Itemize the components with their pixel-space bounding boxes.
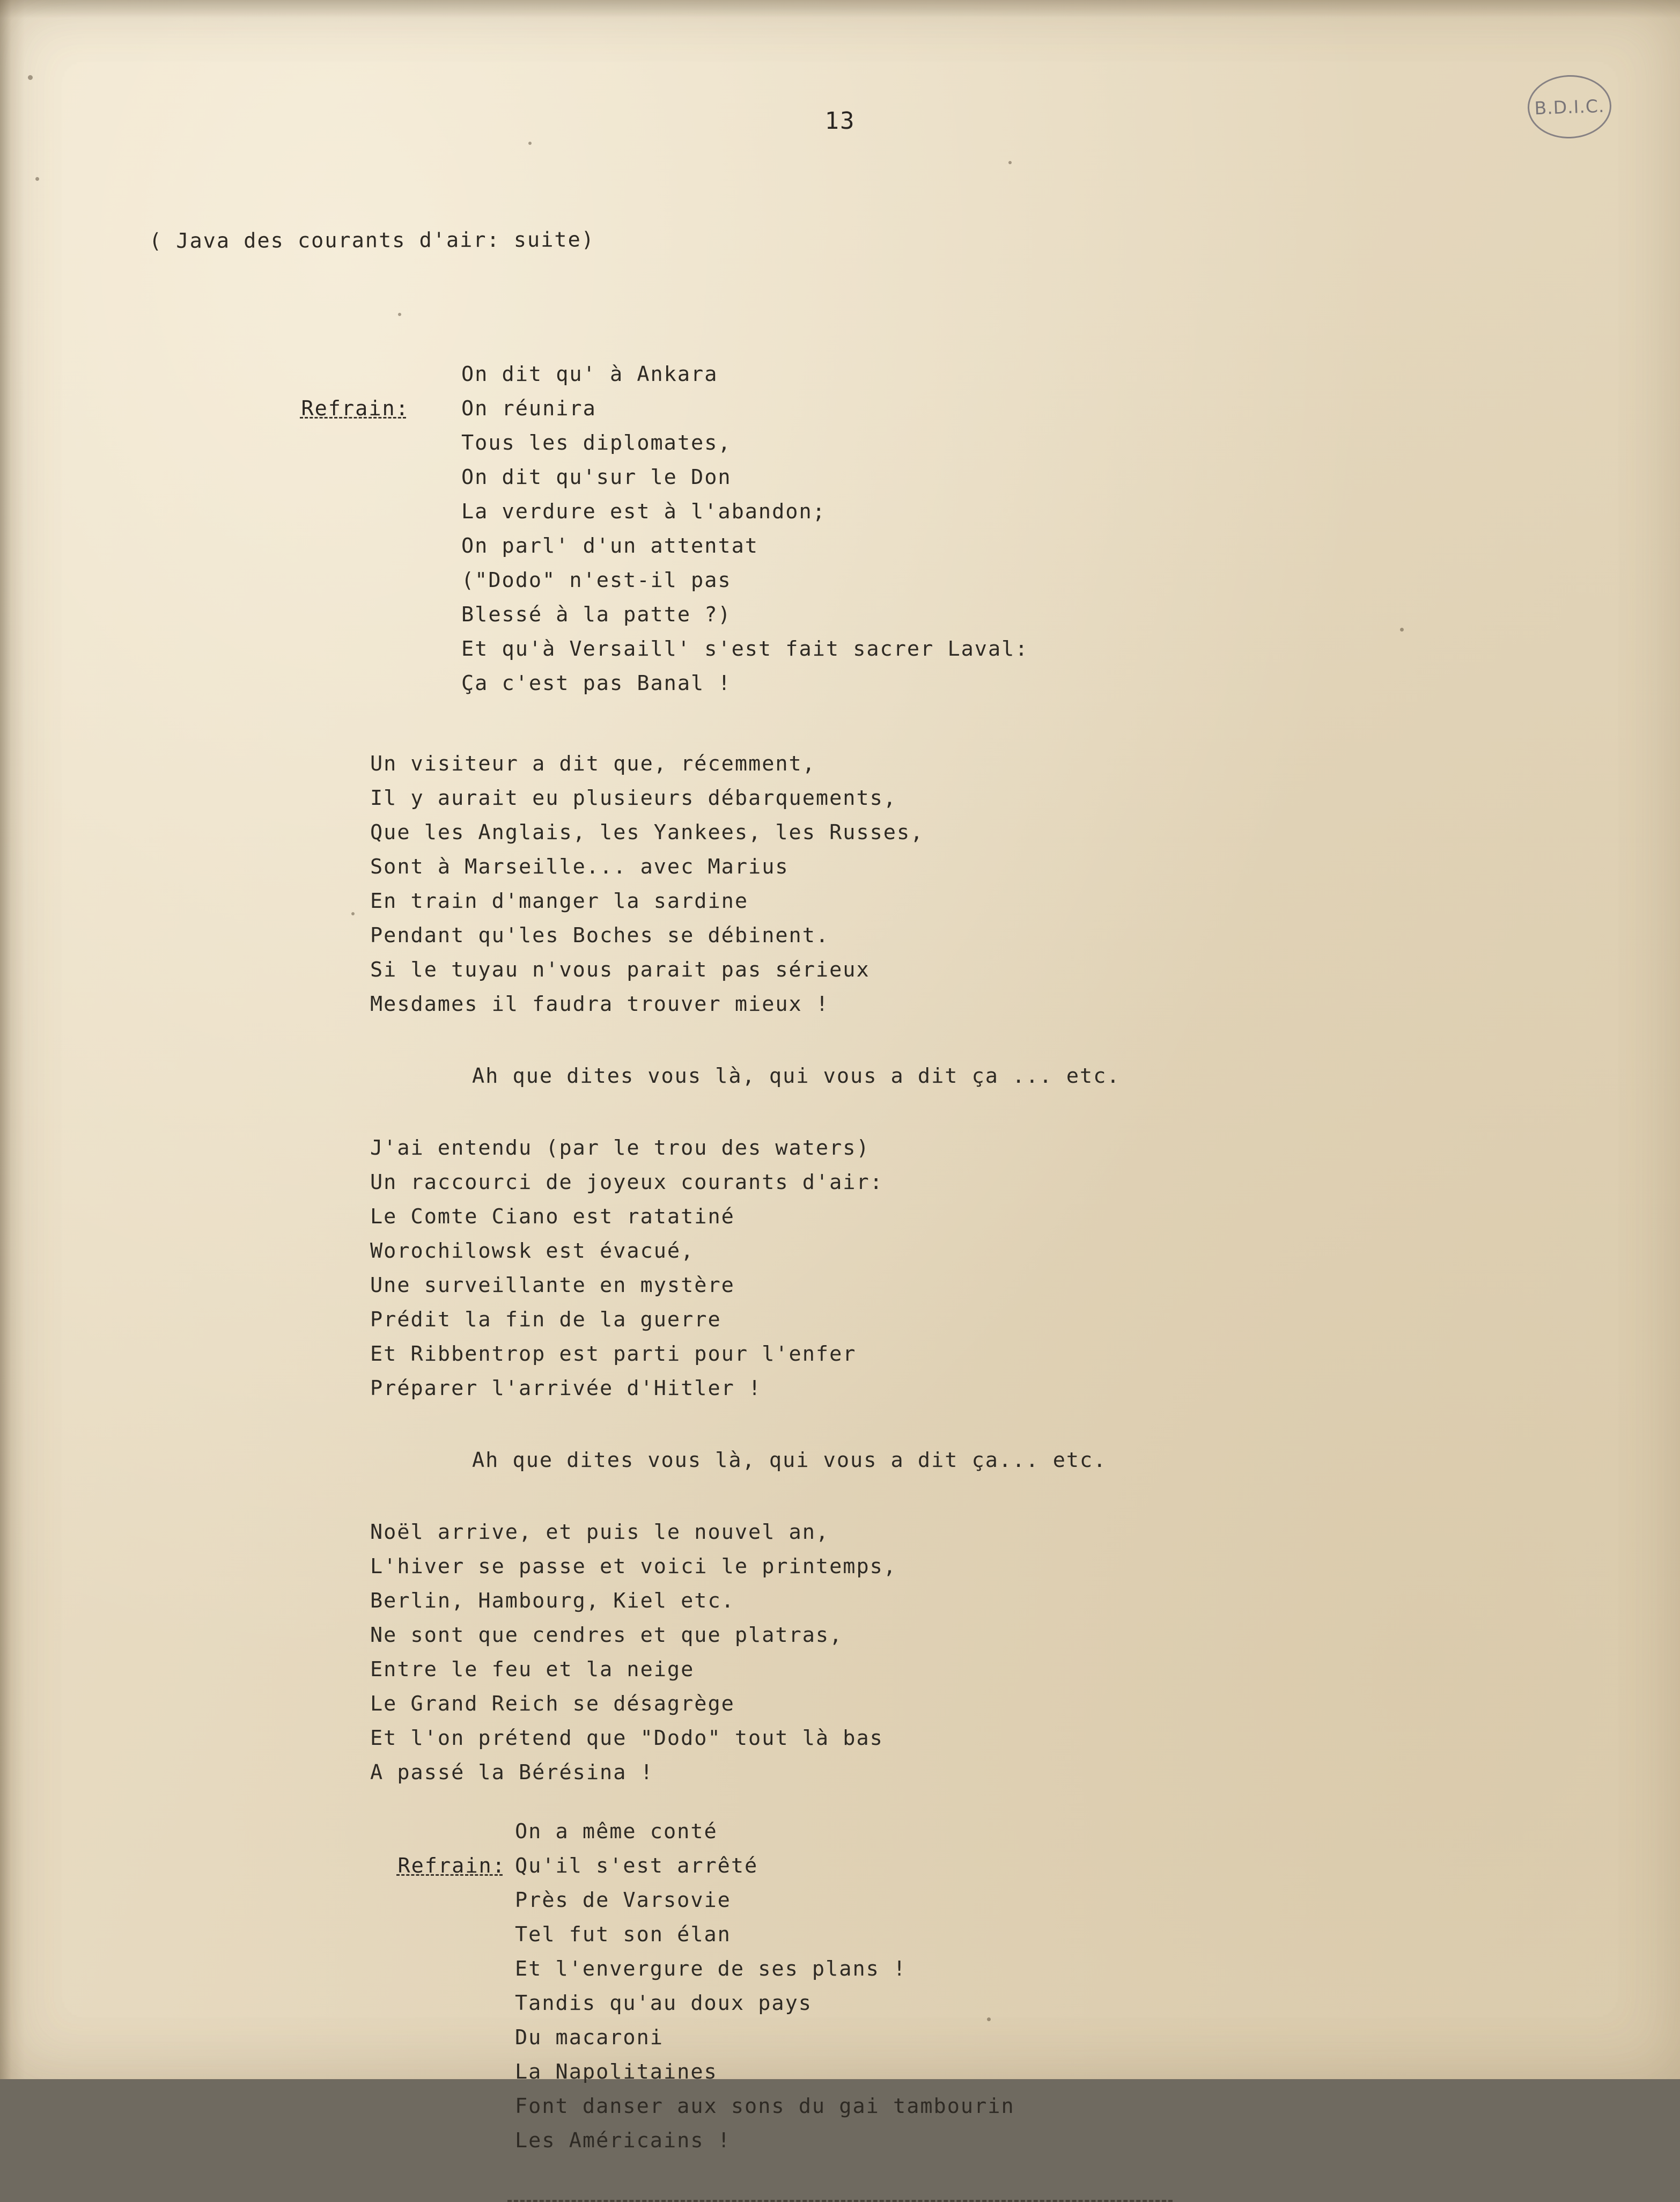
echo-line: Ah que dites vous là, qui vous a dit ça... etc.: [472, 1448, 1107, 1472]
refrain-label-1: Refrain:: [301, 397, 409, 421]
section-title: ( Java des courants d'air: suite): [149, 227, 595, 253]
refrain-lines-2: [515, 1815, 1680, 2158]
verse-line: On parl' d'un attentat: [461, 534, 758, 558]
verse-line: Que les Anglais, les Yankees, les Russes,: [370, 820, 924, 845]
verse-line: ("Dodo" n'est-il pas: [461, 568, 732, 592]
verse-line: Tel fut son élan: [515, 1922, 731, 1947]
verse-line: Il y aurait eu plusieurs débarquements,: [370, 786, 897, 810]
verse-block-3: [370, 1515, 1680, 1790]
verse-line: On dit qu' à Ankara: [461, 362, 718, 386]
verse-line: Si le tuyau n'vous parait pas sérieux: [370, 958, 870, 982]
verse-line: Un raccourci de joyeux courants d'air:: [370, 1170, 883, 1194]
spacer: [0, 1093, 1680, 1131]
verse-line: Worochilowsk est évacué,: [370, 1239, 695, 1263]
verse-line: La Napolitaines: [515, 2060, 718, 2084]
document-body: [0, 156, 1680, 2202]
refrain-label-2: Refrain:: [397, 1854, 506, 1878]
paper-speck: [28, 75, 33, 80]
verse-block-1: [370, 747, 1680, 1022]
verse-line: Pendant qu'les Boches se débinent.: [370, 923, 830, 948]
verse-line: Et l'on prétend que "Dodo" tout là bas: [370, 1726, 883, 1750]
verse-line: Ça c'est pas Banal !: [461, 671, 732, 695]
echo-line: Ah que dites vous là, qui vous a dit ça ... etc.: [472, 1064, 1121, 1088]
spacer: [0, 1478, 1680, 1515]
paper-speck: [528, 142, 532, 145]
verse-line: On dit qu'sur le Don: [461, 465, 732, 489]
verse-line: Entre le feu et la neige: [370, 1657, 695, 1682]
verse-line: L'hiver se passe et voici le printemps,: [370, 1554, 897, 1579]
page-number: 13: [824, 107, 856, 135]
verse-line: La verdure est à l'abandon;: [461, 500, 826, 524]
echo-block-1: [472, 1059, 1680, 1093]
verse-line: Et l'envergure de ses plans !: [515, 1957, 907, 1981]
echo-block-2: [472, 1443, 1680, 1478]
verse-line: Prédit la fin de la guerre: [370, 1308, 721, 1332]
spacer: [0, 1022, 1680, 1059]
spacer: [0, 1406, 1680, 1443]
spacer: [0, 701, 1680, 747]
refrain-block-2: [0, 1815, 1680, 2158]
verse-line: Et qu'à Versaill' s'est fait sacrer Laval:: [461, 637, 1029, 661]
verse-line: Berlin, Hambourg, Kiel etc.: [370, 1589, 735, 1613]
verse-line: Noël arrive, et puis le nouvel an,: [370, 1520, 830, 1544]
verse-line: A passé la Bérésina !: [370, 1760, 654, 1785]
verse-line: Du macaroni: [515, 2025, 664, 2050]
verse-line: Qu'il s'est arrêté: [515, 1854, 758, 1878]
section-divider-rule: [507, 2200, 1173, 2202]
verse-line: Près de Varsovie: [515, 1888, 731, 1912]
verse-line: Blessé à la patte ?): [461, 603, 732, 627]
refrain-block-1: [0, 357, 1680, 701]
verse-line: On réunira: [461, 397, 596, 421]
verse-block-2: [370, 1131, 1680, 1406]
spacer: [0, 1790, 1680, 1815]
verse-line: Le Comte Ciano est ratatiné: [370, 1205, 735, 1229]
verse-line: Un visiteur a dit que, récemment,: [370, 752, 816, 776]
library-stamp-text: B.D.I.C.: [1534, 95, 1605, 119]
verse-line: Une surveillante en mystère: [370, 1273, 735, 1297]
verse-line: J'ai entendu (par le trou des waters): [370, 1136, 870, 1160]
verse-line: Les Américains !: [515, 2128, 731, 2153]
verse-line: Tous les diplomates,: [461, 431, 732, 455]
verse-line: Ne sont que cendres et que platras,: [370, 1623, 843, 1647]
page-edge-shadow-top: [0, 0, 1680, 18]
verse-line: On a même conté: [515, 1819, 718, 1844]
verse-line: Font danser aux sons du gai tambourin: [515, 2094, 1015, 2118]
verse-line: Mesdames il faudra trouver mieux !: [370, 992, 830, 1016]
verse-line: Et Ribbentrop est parti pour l'enfer: [370, 1342, 857, 1366]
verse-line: Tandis qu'au doux pays: [515, 1991, 812, 2015]
verse-line: Sont à Marseille... avec Marius: [370, 855, 789, 879]
verse-line: En train d'manger la sardine: [370, 889, 749, 913]
verse-line: Le Grand Reich se désagrège: [370, 1692, 735, 1716]
verse-line: Préparer l'arrivée d'Hitler !: [370, 1376, 762, 1400]
refrain-lines-1: [461, 357, 1680, 701]
